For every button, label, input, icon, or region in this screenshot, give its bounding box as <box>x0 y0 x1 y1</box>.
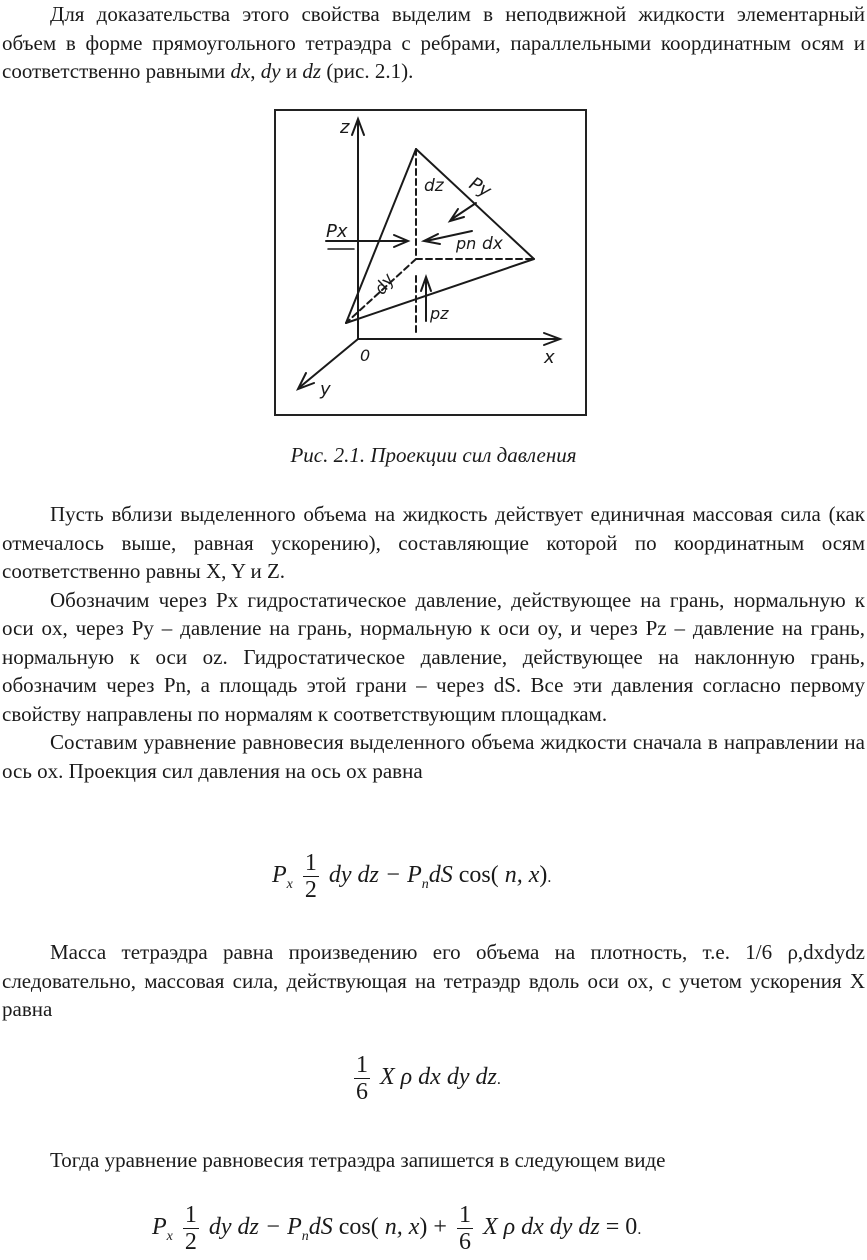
f3-body: X ρ dx dy dz <box>482 1214 600 1241</box>
label-z: z <box>340 117 350 138</box>
f3-term1: dy dz − P <box>208 1214 302 1241</box>
paragraph-5 <box>2 938 865 1024</box>
label-px: Px <box>326 221 348 242</box>
paragraph-4: Составим уравнение равновесия выделенного объема жидкости сначала в направлении на ось ox. Проекция сил давления на ось ox равна <box>2 730 865 783</box>
body-text <box>2 500 865 785</box>
f3-eq: = 0 <box>599 1214 638 1241</box>
f3-den2: 6 <box>458 1229 471 1255</box>
f3-P: P <box>152 1214 167 1241</box>
paragraph-6 <box>2 1146 865 1175</box>
f2-fraction <box>354 1052 370 1105</box>
var-dz: dz <box>302 59 322 83</box>
f3-close: ) <box>419 1214 428 1241</box>
f3-dot: . <box>637 1221 642 1239</box>
label-y: y <box>320 379 331 400</box>
label-origin: 0 <box>360 346 371 365</box>
paragraph-6-text: Тогда уравнение равновесия тетраэдра запишется в следующем виде <box>50 1148 666 1172</box>
conj-and: и <box>280 59 303 83</box>
f3-arg: n, x <box>378 1214 420 1241</box>
f3-cos: cos( <box>338 1214 379 1241</box>
paragraph-3: Обозначим через Px гидростатическое давление, действующее на грань, нормальную к оси ox, через Py – давление на грань, нормальную к оси oy, и через Pz – давление на грань, нормальную к оси oz. Гидростатическое давление, действующее на наклонную грань, обозначим через Pn, а площадь этой грани – через dS. Все эти давления согласно первому свойству направлены по нормалям к соответствующим площадкам. <box>2 587 865 726</box>
formula-mass-force <box>350 1052 501 1105</box>
f1-fraction <box>303 850 319 903</box>
f3-den1: 2 <box>184 1229 197 1255</box>
f1-arg: n, x <box>498 862 540 889</box>
f1-P: P <box>272 862 287 889</box>
f3-plus: + <box>427 1214 453 1241</box>
f1-close: ) <box>539 862 548 889</box>
f2-dot: . <box>496 1071 501 1089</box>
f3-sub-n: n <box>301 1228 309 1244</box>
figure-caption: Рис. 2.1. Проекции сил давления <box>290 443 577 467</box>
paragraph-1-text: Для доказательства этого свойства выделим в неподвижной жидкости элементарный объем в форме прямоугольного тетраэдра с ребрами, параллельными координатным осям и соответственно равными <box>2 2 865 83</box>
f1-cos: cos( <box>458 862 499 889</box>
tetrahedron-diagram <box>276 111 585 414</box>
label-dy: dy <box>370 270 399 299</box>
f2-num: 1 <box>356 1052 368 1078</box>
formula-pressure-projection <box>272 850 551 903</box>
label-x: x <box>544 347 555 368</box>
f2-body: X ρ dx dy dz <box>380 1064 497 1091</box>
f3-num2: 1 <box>458 1202 471 1228</box>
f1-term1: dy dz − P <box>328 862 422 889</box>
f1-dot: . <box>547 869 552 887</box>
f3-dS: dS <box>308 1214 333 1241</box>
label-dz: dz <box>424 176 444 196</box>
f3-sub-x: x <box>166 1228 173 1244</box>
f1-num: 1 <box>304 850 317 876</box>
label-dx: dx <box>482 234 503 254</box>
edge-left <box>346 149 416 323</box>
label-pn: pn <box>456 234 477 253</box>
paragraph-1: Для доказательства этого свойства выделим в неподвижной жидкости элементарный объем в форме прямоугольного тетраэдра с ребрами, параллельными координатным осям и соответственно равными dx, dy и dz (рис. 2.1). <box>2 2 865 83</box>
paragraph-5-text: Масса тетраэдра равна произведению его объема на плотность, т.е. 1/6 ρ,dxdydz следовательно, массовая сила, действующая на тетраэдр вдоль оси ox, с учетом ускорения X равна <box>2 940 865 1021</box>
paragraph-2: Пусть вблизи выделенного объема на жидкость действует единичная массовая сила (как отмечалось выше, равная ускорению), составляющие которой по координатным осям соответственно равны X, Y и Z. <box>2 502 865 583</box>
f3-fraction-1 <box>183 1202 199 1255</box>
var-dy: dy <box>260 59 281 83</box>
f1-sub-x: x <box>286 876 293 892</box>
f1-den: 2 <box>304 877 317 903</box>
f2-den: 6 <box>356 1079 368 1105</box>
var-dx: dx <box>230 59 251 83</box>
f3-num1: 1 <box>184 1202 197 1228</box>
figure-ref: (рис. 2.1). <box>321 59 414 83</box>
label-pz: pz <box>430 304 449 323</box>
f1-dS: dS <box>428 862 453 889</box>
f1-sub-n: n <box>421 876 429 892</box>
formula-equilibrium <box>152 1202 641 1255</box>
f3-fraction-2 <box>457 1202 473 1255</box>
label-py: Py <box>465 173 495 203</box>
figure-tetrahedron <box>274 109 587 416</box>
